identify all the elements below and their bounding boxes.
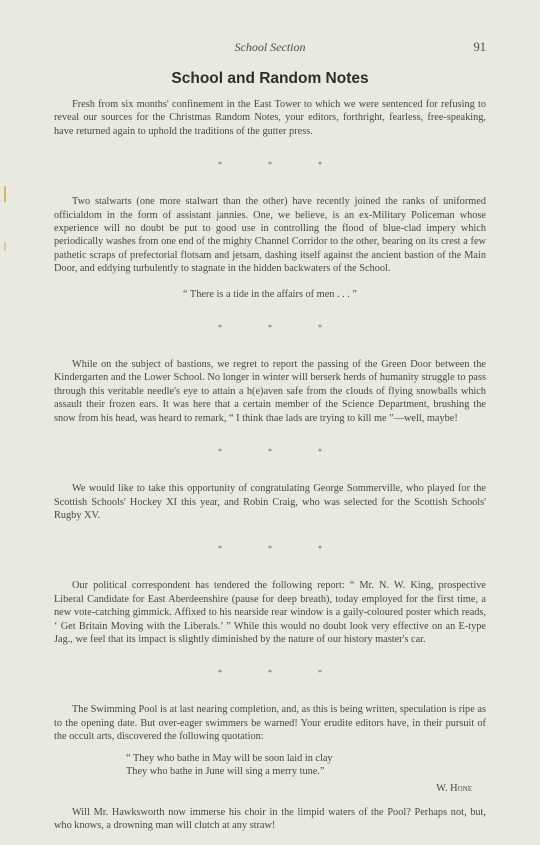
section-separator: * * * xyxy=(218,447,344,457)
paragraph: Fresh from six months' confinement in the East Tower to which we were sentenced for refusing to reveal our sources for the Christmas Random Notes, your editors, forthright, fearless, free-speaking, have returned again to uphold the traditions of the gutter press. xyxy=(54,99,486,137)
section-separator: * * * xyxy=(218,668,344,678)
paragraph: Our political correspondent has tendered the following report: “ Mr. N. W. King, prospective Liberal Candidate for East Aberdeenshire (pause for deep breath), today employed for the first time, a new vote-catching gimmick. Affixed to his nearside rear window is a gaily-coloured poster which reads, ‘ Get Britain Moving with the Liberals.’ ” While this would no doubt look very effective on an E-type Jag., we feel that its impact is slightly diminished by the nature of our history master's car. xyxy=(54,580,486,645)
verse-line: “ They who bathe in May will be soon laid in clay xyxy=(126,752,333,764)
verse-line: They who bathe in June will sing a merry tune.” xyxy=(126,765,325,777)
section-title: School Section xyxy=(234,40,306,54)
article-title: School and Random Notes xyxy=(171,70,369,87)
margin-stain xyxy=(4,186,6,202)
page-number: 91 xyxy=(473,40,486,54)
verse-attribution: W. Hone xyxy=(436,783,472,795)
verse-quotation xyxy=(126,752,486,779)
paragraph: Two stalwarts (one more stalwart than the other) have recently joined the ranks of uniformed officialdom in the form of assistant jannies. One, we believe, is an ex-Military Policeman whose experience will no doubt be put to good use in controlling the flood of blue-clad impery which periodically washes from one end of the mighty Channel Corridor to the other, bearing on its crest a few pathetic scraps of prefectorial flotsam and jetsam, dashing itself against the ancient bastion of the Main Door, and eddying turbulently to stagnate in the hidden backwaters of the School. xyxy=(54,196,486,275)
quotation: “ There is a tide in the affairs of men . . . ” xyxy=(182,288,358,300)
section-separator: * * * xyxy=(218,160,344,170)
margin-stain xyxy=(4,242,6,251)
paragraph: While on the subject of bastions, we regret to report the passing of the Green Door between the Kindergarten and the Lower School. No longer in winter will berserk herds of humanity struggle to pass through this veritable needle's eye to attain a h(e)aven safe from the clouds of flying snowballs which assault their frozen ears. It was here that a certain member of the Science Department, brushing the snow from his head, was heard to remark, “ I think thae lads are trying to kill me ”—well, maybe! xyxy=(54,359,486,424)
paragraph: The Swimming Pool is at last nearing completion, and, as this is being written, speculation is ripe as to the opening date. But over-eager swimmers be warned! Your erudite editors have, in their pursuit of the occult arts, discovered the following quotation: xyxy=(54,704,486,743)
article-body xyxy=(54,98,486,833)
section-separator: * * * xyxy=(218,544,344,554)
paragraph: Will Mr. Hawksworth now immerse his choir in the limpid waters of the Pool? Perhaps not, but, who knows, a drowning man will clutch at any straw! xyxy=(54,806,486,832)
paragraph: We would like to take this opportunity of congratulating George Sommerville, who played for the Scottish Schools' Hockey XI this year, and Robin Craig, who was selected for the Scottish Schools' Rugby XV. xyxy=(54,483,486,521)
section-separator: * * * xyxy=(218,323,344,333)
running-head xyxy=(54,40,486,56)
